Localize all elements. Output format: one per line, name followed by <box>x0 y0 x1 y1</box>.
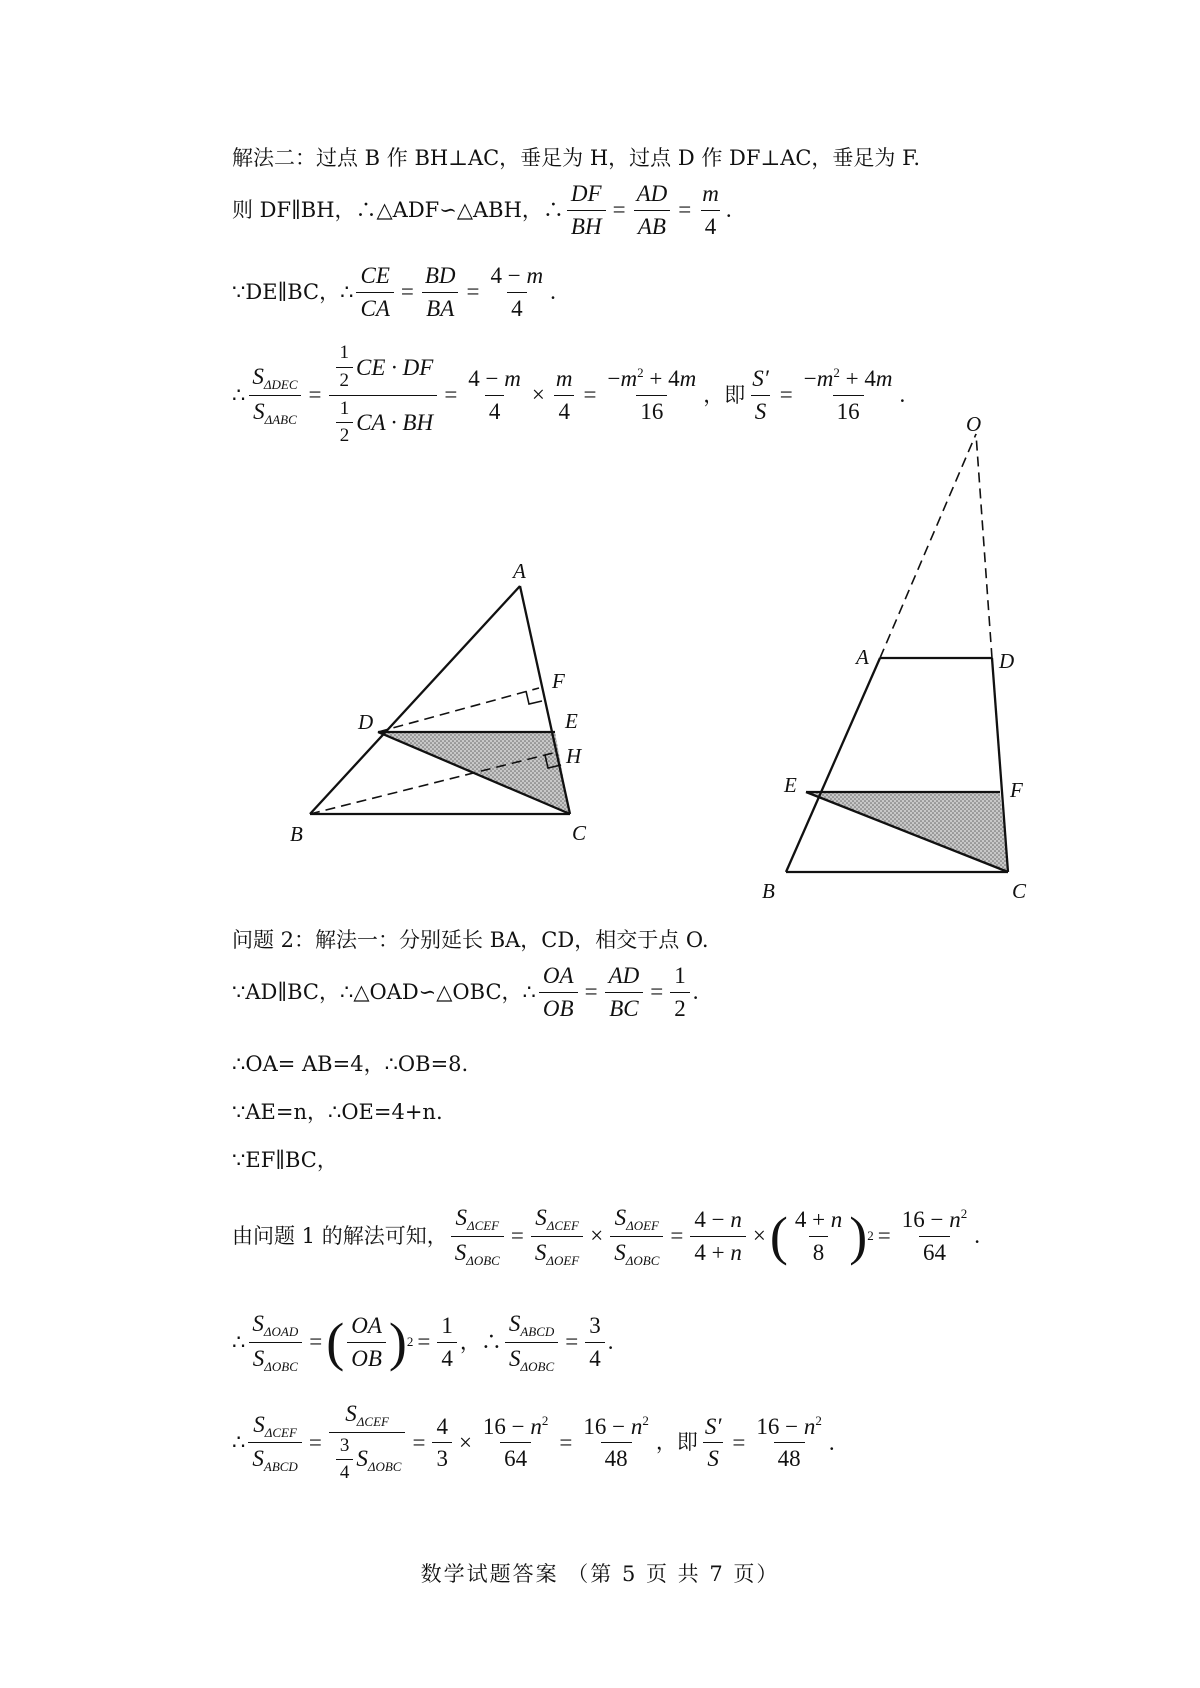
right-label-o: O <box>966 412 982 436</box>
left-label-e: E <box>565 709 578 733</box>
right-label-b: B <box>762 879 775 902</box>
oa-ob-values: ∴OA= AB=4，∴OB=8. <box>232 1052 469 1076</box>
similar-triangles-oad-obc: ∵AD∥BC，∴△OAD∽△OBC，∴ $\frac{OA}{OB}$ = $\frac{AD}{BC}$ = $\frac{1}{2}$ . <box>232 963 699 1021</box>
method-two-setup: 解法二：过点 B 作 BH⊥AC，垂足为 H，过点 D 作 DF⊥AC，垂足为 F. <box>232 146 921 170</box>
area-ratio-dec-abc: ∴ $\frac{S_{\Delta DEC}}{S_{\Delta ABC}}$ = $\frac{1}{2}$ CE · DF $\frac{1}{2}$ CA · BH = $\frac{4 - m}{4}$ × $\frac{m}{4}$ = $\frac{-m^2 + 4m}{16}$ ，即 $\frac{S'}{S}$ = $\frac{-m^2 + 4m}{16}$ . <box>232 342 906 447</box>
left-label-c: C <box>572 821 587 845</box>
therefore-symbol-2: ∴ <box>232 1329 246 1354</box>
parallel-ratio-ce-ca: ∵DE∥BC，∴ $\frac{CE}{CA}$ = $\frac{BD}{BA}$ = $\frac{4 - m}{4}$ . <box>232 263 556 321</box>
right-label-a: A <box>856 645 869 669</box>
therefore-text-2: ，∴ <box>459 1329 502 1354</box>
therefore-symbol: ∴ <box>232 382 246 407</box>
left-label-b: B <box>290 822 303 846</box>
namely-text-2: ，即 <box>655 1430 698 1454</box>
page-footer: 数学试题答案 （第 5 页 共 7 页） <box>420 1562 780 1586</box>
right-label-d: D <box>999 649 1015 673</box>
similar-oad-obc-text: ∵AD∥BC，∴△OAD∽△OBC，∴ <box>232 979 536 1004</box>
problem-two-setup: 问题 2：解法一：分别延长 BA，CD，相交于点 O. <box>232 928 709 952</box>
area-ratio-cef-obc: 由问题 1 的解法可知， $\frac{S_{\Delta CEF}}{S_{\Delta OBC}}$ = $\frac{S_{\Delta CEF}}{S_{\Delta OEF}}$ × $\frac{S_{\Delta OEF}}{S_{\Delta OBC}}$ = $\frac{4 - n}{4 + n}$ × ( $\frac{4 + n}{8}$ ) 2 = $\frac{16 - n^2}{64}$ . <box>232 1205 980 1268</box>
right-label-e: E <box>784 773 797 797</box>
area-ratio-oad-abcd: ∴ $\frac{S_{\Delta OAD}}{S_{\Delta OBC}}$ = ( $\frac{OA}{OB}$ ) 2 = $\frac{1}{4}$ ，∴ $\frac{S_{ABCD}}{S_{\Delta OBC}}$ = $\frac{3}{4}$ . <box>232 1311 614 1374</box>
left-label-h: H <box>566 744 582 768</box>
left-label-d: D <box>358 710 374 734</box>
right-label-c: C <box>1012 879 1027 902</box>
triangle-figure <box>280 560 620 890</box>
parallel-ratio-text: ∵DE∥BC，∴ <box>232 279 354 304</box>
final-area-ratio: ∴ $\frac{S_{\Delta CEF}}{S_{ABCD}}$ = $S_{\Delta CEF}$ $\frac{3}{4}$ $S_{\Delta OBC}$ = $\frac{4}{3}$ × $\frac{16 - n^2}{64}$ = $\frac{16 - n^2}{48}$ ，即 $\frac{S'}{S}$ = $\frac{16 - n^2}{48}$ . <box>232 1401 835 1484</box>
from-problem-one-text: 由问题 1 的解法可知， <box>232 1223 448 1248</box>
left-label-f: F <box>552 669 565 693</box>
left-label-a: A <box>513 560 526 583</box>
namely-text: ，即 <box>703 382 746 407</box>
ae-oe-values: ∵AE=n，∴OE=4+n. <box>232 1100 443 1124</box>
similar-triangles-adf-abh: 则 DF∥BH，∴△ADF∽△ABH，∴ $\frac{DF}{BH}$ = $\frac{AD}{AB}$ = $\frac{m}{4}$ . <box>232 181 732 239</box>
similar-triangles-text: 则 DF∥BH，∴△ADF∽△ABH，∴ <box>232 197 564 222</box>
trapezoid-figure <box>740 412 1070 902</box>
therefore-symbol-3: ∴ <box>232 1430 246 1454</box>
right-label-f: F <box>1010 778 1023 802</box>
ef-parallel-bc: ∵EF∥BC， <box>232 1148 338 1172</box>
